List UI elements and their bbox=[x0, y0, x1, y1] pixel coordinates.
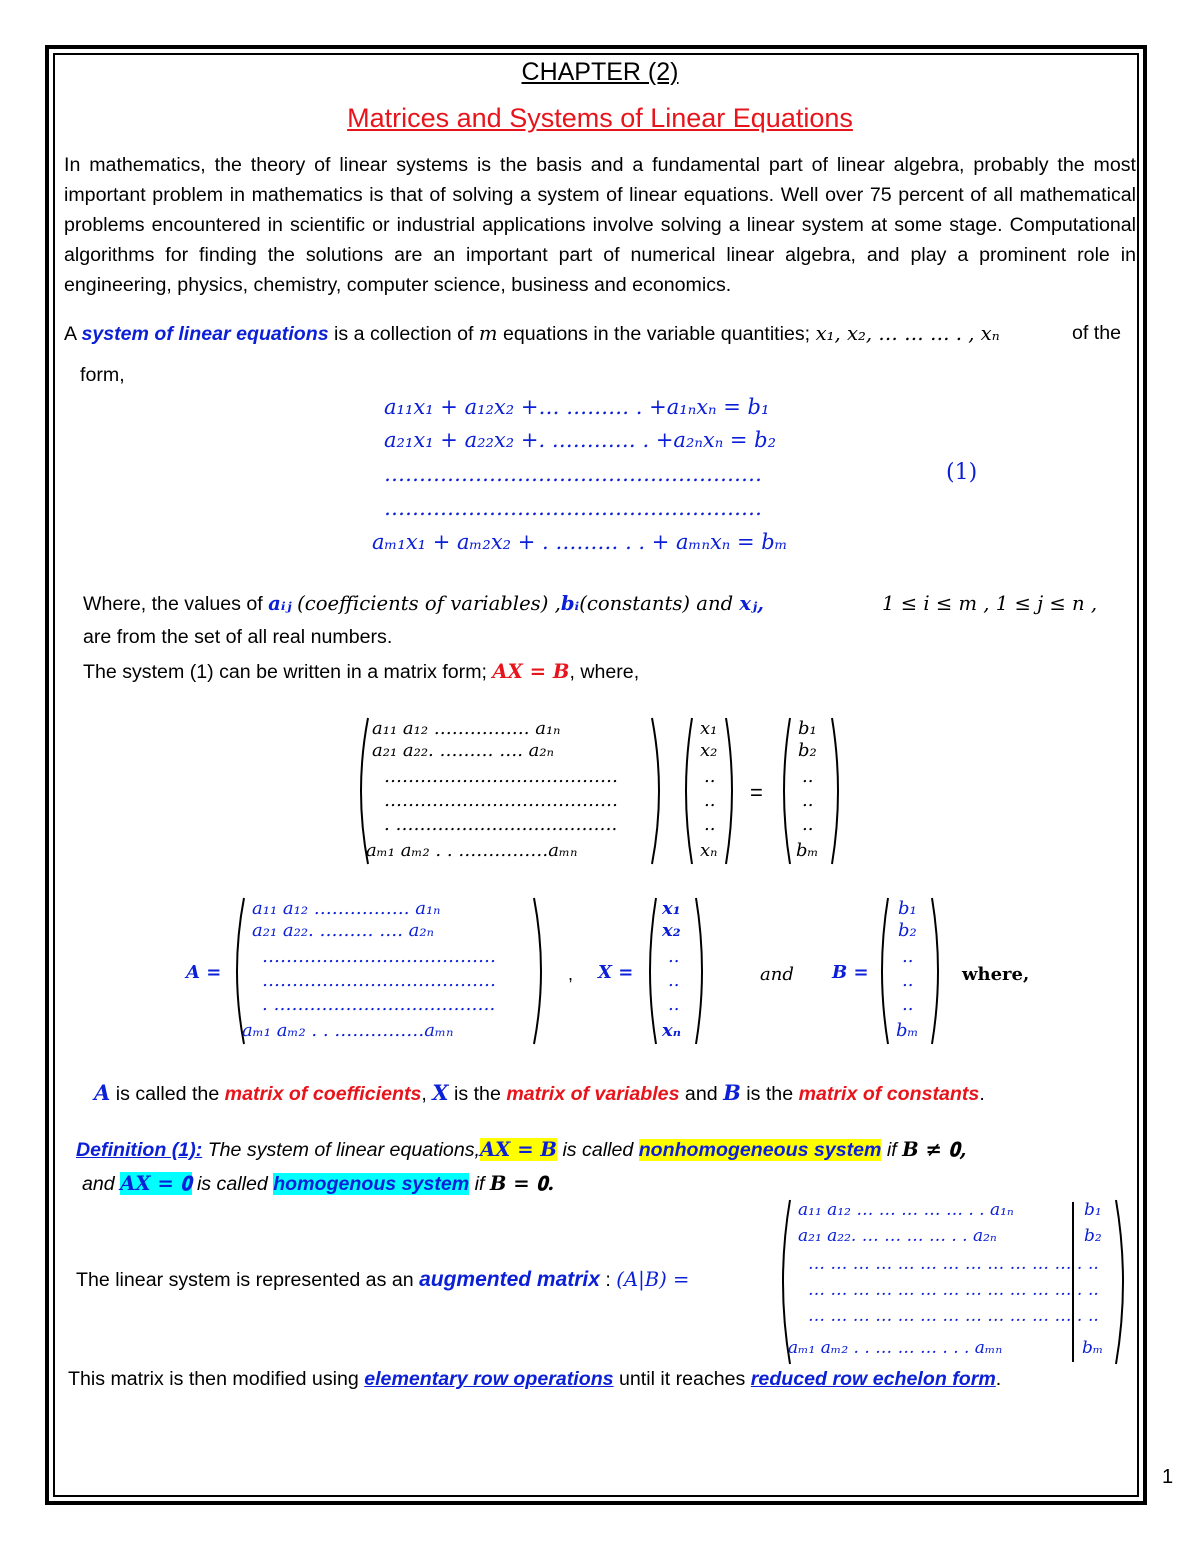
vector-entry: .. bbox=[802, 790, 814, 811]
comma-separator: , bbox=[568, 964, 574, 984]
augmented-term: augmented matrix bbox=[419, 1268, 600, 1291]
nonhomogeneous-condition: B ≠ 𝟎, bbox=[902, 1138, 967, 1161]
matrix-row: … … … … … … … … … … … … . bbox=[808, 1306, 1083, 1326]
matrix-row: . ………………………………. bbox=[384, 814, 618, 835]
augmented-prefix: The linear system is represented as an bbox=[76, 1269, 420, 1291]
closing-prefix: This matrix is then modified using bbox=[68, 1368, 365, 1390]
matrix-form-line bbox=[83, 660, 639, 684]
vector-entry: .. bbox=[704, 766, 716, 787]
nonhomogeneous-term: nonhomogeneous system bbox=[638, 1139, 882, 1161]
matrix-row: a₁₁ a₁₂ … … … … … . . a₁ₙ bbox=[798, 1200, 1014, 1220]
bi-symbol: bᵢ bbox=[560, 592, 580, 615]
matrix-row: a₂₁ a₂₂. ……… …. a₂ₙ bbox=[372, 740, 554, 761]
equation-line-4: ……………………………………………… bbox=[384, 496, 762, 520]
matrix-row: … … … … … … … … … … … … . bbox=[808, 1254, 1083, 1274]
equation-label: (1) bbox=[946, 460, 978, 485]
augmented-line bbox=[76, 1268, 689, 1292]
vector-entry: x₂ bbox=[662, 920, 681, 941]
vector-entry: .. bbox=[802, 766, 814, 787]
matrix-row: … … … … … … … … … … … … . bbox=[808, 1280, 1083, 1300]
matrix-names-line bbox=[94, 1080, 985, 1106]
const-text: (constants) and bbox=[579, 592, 740, 615]
augmented-b-entry: .. bbox=[1088, 1280, 1099, 1300]
page-title: Matrices and Systems of Linear Equations bbox=[347, 103, 853, 133]
augmented-colon: : bbox=[599, 1269, 617, 1291]
vector-entry: b₁ bbox=[798, 718, 817, 739]
xj-symbol: xⱼ, bbox=[739, 592, 765, 615]
matrix-form-suffix: , where, bbox=[569, 661, 640, 683]
system-after-m: equations in the variable quantities; bbox=[497, 323, 816, 345]
names-text-6: . bbox=[979, 1083, 985, 1105]
matrix-form-prefix: The system (1) can be written in a matrix form; bbox=[83, 661, 493, 683]
definition-text-5: if bbox=[469, 1173, 490, 1195]
vector-entry: b₁ bbox=[898, 898, 917, 919]
vector-entry: x₂ bbox=[700, 740, 718, 761]
equation-line-2: a₂₁x₁ + a₂₂x₂ +. ………… . +a₂ₙxₙ = b₂ bbox=[384, 428, 777, 452]
names-text-4: and bbox=[679, 1083, 724, 1105]
variables-term: matrix of variables bbox=[506, 1083, 680, 1105]
vector-entry: .. bbox=[902, 946, 914, 967]
augmented-b-entry: bₘ bbox=[1082, 1338, 1104, 1358]
form-text: form, bbox=[80, 364, 125, 386]
matrix-row: aₘ₁ aₘ₂ . . ……………aₘₙ bbox=[366, 840, 578, 861]
matrix-row: a₂₁ a₂₂. … … … … . . a₂ₙ bbox=[798, 1226, 997, 1246]
vector-entry: .. bbox=[902, 994, 914, 1015]
augmented-expression: (A|B) = bbox=[616, 1268, 690, 1291]
where-prefix: Where, the values of bbox=[83, 593, 269, 615]
system-definition-line bbox=[64, 322, 1000, 346]
definition-text-4: is called bbox=[191, 1173, 274, 1195]
augmented-b-entry: .. bbox=[1088, 1254, 1099, 1274]
matrix-row: aₘ₁ aₘ₂ . . … … … . . . aₘₙ bbox=[788, 1338, 1003, 1358]
elementary-row-operations-link[interactable]: elementary row operations bbox=[364, 1368, 614, 1390]
closing-suffix: . bbox=[995, 1368, 1002, 1390]
ax-equals-b: AX = B bbox=[492, 660, 570, 683]
names-text-5: is the bbox=[740, 1083, 799, 1105]
vector-entry: .. bbox=[902, 970, 914, 991]
homogeneous-equation: AX = 𝟎 bbox=[120, 1172, 192, 1195]
a-label: A = bbox=[186, 962, 222, 983]
vector-entry: .. bbox=[704, 790, 716, 811]
where-text: where, bbox=[962, 964, 1030, 985]
matrix-row: ………………………………… bbox=[262, 946, 496, 967]
names-text-3: is the bbox=[448, 1083, 507, 1105]
x-label: X = bbox=[598, 962, 634, 983]
real-numbers-line: are from the set of all real numbers. bbox=[83, 626, 393, 648]
coef-text: (coefficients of variables) , bbox=[297, 592, 561, 615]
definition-label: Definition (1): bbox=[76, 1139, 203, 1161]
vector-entry: .. bbox=[704, 814, 716, 835]
vector-entry: xₙ bbox=[662, 1020, 681, 1041]
equation-line-1: a₁₁x₁ + a₁₂x₂ +… ……… . +a₁ₙxₙ = b₁ bbox=[384, 395, 770, 419]
definition-text-1: The system of linear equations, bbox=[202, 1139, 480, 1161]
vector-entry: bₘ bbox=[896, 1020, 919, 1041]
vector-entry: b₂ bbox=[798, 740, 817, 761]
matrix-row: . ………………………………. bbox=[262, 994, 496, 1015]
system-term: system of linear equations bbox=[81, 323, 329, 345]
a-symbol: A bbox=[94, 1080, 111, 1105]
augmented-b-entry: b₁ bbox=[1084, 1200, 1102, 1220]
system-middle: is a collection of bbox=[328, 323, 479, 345]
vector-entry: .. bbox=[668, 946, 680, 967]
matrix-row: aₘ₁ aₘ₂ . . ……………aₘₙ bbox=[242, 1020, 454, 1041]
index-ranges: 1 ≤ i ≤ m , 1 ≤ j ≤ n , bbox=[882, 592, 1098, 615]
intro-paragraph: In mathematics, the theory of linear systems is the basis and a fundamental part of linear algebra, probably the most important problem in mathematics is that of solving a system of linear equations. Well over 75 percent of all mathematical problems encountered in scientific or industrial applications involve solving a linear system at some stage. Computational algorithms for finding the solutions are an important part of numerical linear algebra, and play a prominent role in engineering, physics, chemistry, computer science, business and economics. bbox=[64, 154, 1136, 296]
augmented-b-entry: b₂ bbox=[1084, 1226, 1102, 1246]
definition-text-2: is called bbox=[557, 1139, 639, 1161]
matrix-row: ………………………………… bbox=[262, 970, 496, 991]
page-number: 1 bbox=[1162, 1466, 1174, 1488]
aij-symbol: aᵢⱼ bbox=[268, 592, 292, 615]
equation-line-5: aₘ₁x₁ + aₘ₂x₂ + . ……… . . + aₘₙxₙ = bₘ bbox=[372, 530, 788, 554]
definition-and: and bbox=[82, 1173, 121, 1195]
homogeneous-condition: B = 𝟎. bbox=[489, 1172, 555, 1195]
vector-entry: x₁ bbox=[700, 718, 718, 739]
constants-term: matrix of constants bbox=[798, 1083, 980, 1105]
b-symbol: B bbox=[723, 1080, 741, 1105]
rref-link[interactable]: reduced row echelon form bbox=[750, 1368, 996, 1390]
closing-line bbox=[68, 1368, 1001, 1391]
definition-line-1 bbox=[76, 1138, 967, 1162]
where-line bbox=[83, 592, 764, 616]
chapter-heading: CHAPTER (2) bbox=[521, 58, 679, 86]
vector-entry: xₙ bbox=[700, 840, 718, 861]
matrix-row: a₁₁ a₁₂ ……………. a₁ₙ bbox=[372, 718, 561, 739]
definition-text-3: if bbox=[881, 1139, 903, 1161]
and-text: and bbox=[760, 964, 794, 985]
closing-middle: until it reaches bbox=[613, 1368, 751, 1390]
names-text-2: , bbox=[421, 1083, 433, 1105]
homogeneous-term: homogenous system bbox=[273, 1173, 470, 1195]
vector-entry: x₁ bbox=[662, 898, 681, 919]
vector-entry: bₘ bbox=[796, 840, 819, 861]
augmented-b-entry: .. bbox=[1088, 1306, 1099, 1326]
names-text-1: is called the bbox=[110, 1083, 225, 1105]
matrix-row: a₁₁ a₁₂ ……………. a₁ₙ bbox=[252, 898, 441, 919]
equals-sign: = bbox=[750, 780, 763, 805]
system-prefix: A bbox=[64, 323, 82, 345]
matrix-row: ………………………………… bbox=[384, 766, 618, 787]
m-symbol: m bbox=[478, 322, 498, 345]
vector-entry: .. bbox=[802, 814, 814, 835]
equation-line-3: ……………………………………………… bbox=[384, 462, 762, 486]
matrix-row: ………………………………… bbox=[384, 790, 618, 811]
x-symbol: X bbox=[432, 1080, 449, 1105]
nonhomogeneous-equation: AX = B bbox=[479, 1138, 557, 1161]
vector-entry: b₂ bbox=[898, 920, 917, 941]
matrix-row: a₂₁ a₂₂. ……… …. a₂ₙ bbox=[252, 920, 434, 941]
b-label: B = bbox=[832, 962, 869, 983]
vector-entry: .. bbox=[668, 994, 680, 1015]
coefficients-term: matrix of coefficients bbox=[224, 1083, 422, 1105]
of-the-text: of the bbox=[1072, 322, 1122, 344]
vector-entry: .. bbox=[668, 970, 680, 991]
definition-line-2 bbox=[82, 1172, 554, 1196]
variables-list: x₁, x₂, … … … . , xₙ bbox=[815, 322, 1000, 345]
